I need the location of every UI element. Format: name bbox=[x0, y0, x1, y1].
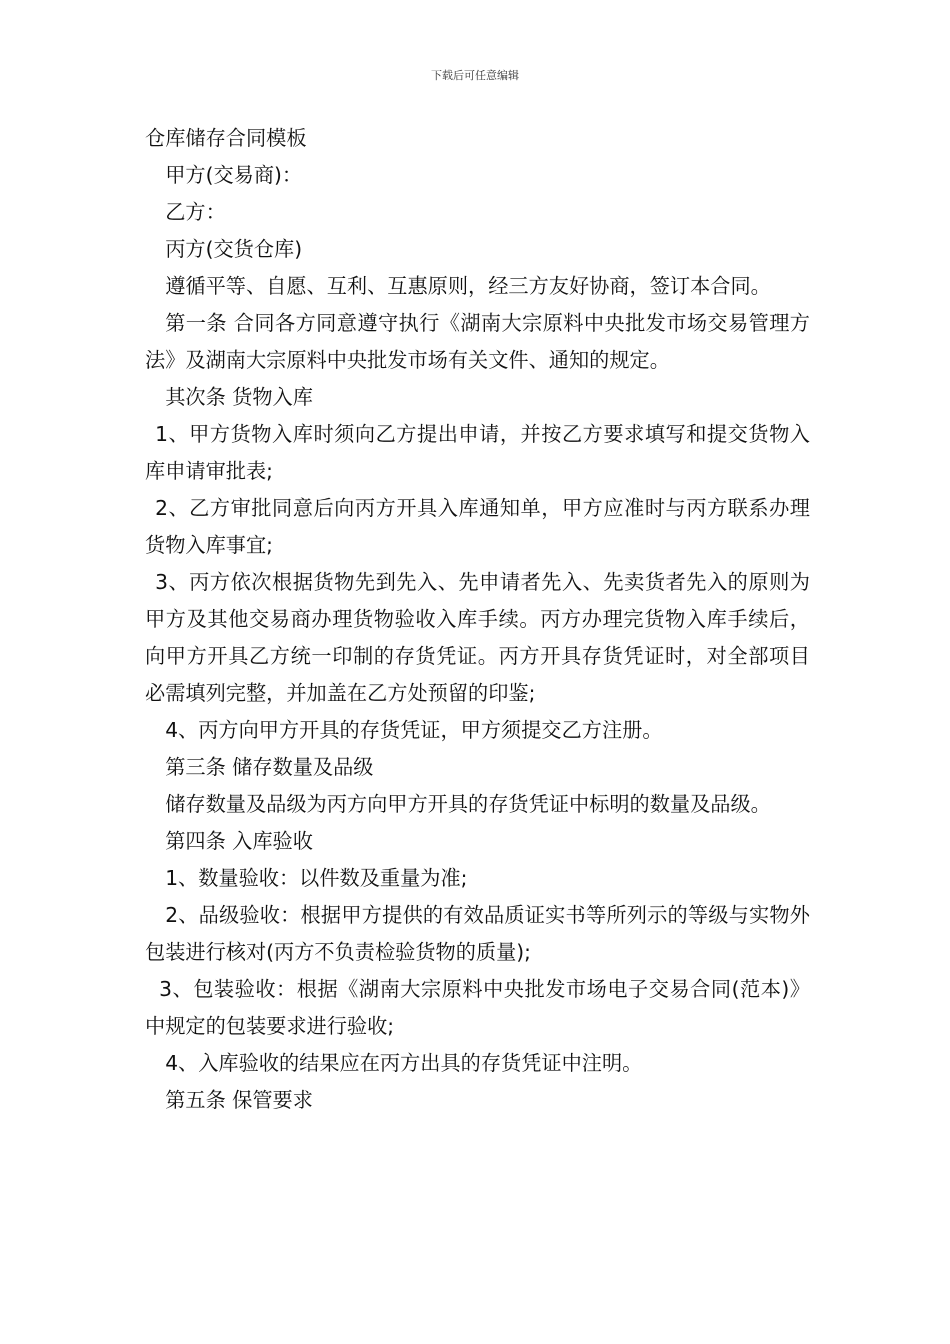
article-4-item-3: 3、包装验收：根据《湖南大宗原料中央批发市场电子交易合同(范本)》中规定的包装要求进行验收; bbox=[145, 977, 810, 1038]
document-title: 仓库储存合同模板 bbox=[145, 126, 307, 150]
article-1-paragraph: 第一条 合同各方同意遵守执行《湖南大宗原料中央批发市场交易管理方法》及湖南大宗原料中央批发市场有关文件、通知的规定。 bbox=[145, 311, 810, 372]
article-2-item-4: 4、丙方向甲方开具的存货凭证，甲方须提交乙方注册。 bbox=[165, 718, 663, 742]
party-a-line: 甲方(交易商)： bbox=[165, 163, 303, 187]
article-2-item-1: 1、甲方货物入库时须向乙方提出申请，并按乙方要求填写和提交货物入库申请审批表; bbox=[145, 422, 810, 483]
article-4-item-2: 2、品级验收：根据甲方提供的有效品质证实书等所列示的等级与实物外包装进行核对(丙方不负责检验货物的质量); bbox=[145, 903, 810, 964]
party-b-line: 乙方： bbox=[165, 200, 226, 224]
party-c-line: 丙方(交货仓库) bbox=[165, 237, 303, 261]
article-4-item-4: 4、入库验收的结果应在丙方出具的存货凭证中注明。 bbox=[165, 1051, 643, 1075]
page-header-note: 下载后可任意编辑 bbox=[431, 69, 519, 82]
article-3-paragraph: 储存数量及品级为丙方向甲方开具的存货凭证中标明的数量及品级。 bbox=[165, 792, 771, 816]
article-2-item-3: 3、丙方依次根据货物先到先入、先申请者先入、先卖货者先入的原则为甲方及其他交易商办理货物验收入库手续。丙方办理完货物入库手续后，向甲方开具乙方统一印制的存货凭证。丙方开具存货凭证时，对全部项目必需填列完整，并加盖在乙方处预留的印鉴; bbox=[145, 570, 810, 705]
article-4-heading: 第四条 入库验收 bbox=[165, 829, 313, 853]
document-body bbox=[145, 120, 810, 1119]
article-3-heading: 第三条 储存数量及品级 bbox=[165, 755, 374, 779]
article-4-item-1: 1、数量验收：以件数及重量为准; bbox=[165, 866, 468, 890]
preamble-paragraph: 遵循平等、自愿、互利、互惠原则，经三方友好协商，签订本合同。 bbox=[165, 274, 771, 298]
article-2-heading: 其次条 货物入库 bbox=[165, 385, 313, 409]
article-5-heading: 第五条 保管要求 bbox=[165, 1088, 313, 1112]
article-2-item-2: 2、乙方审批同意后向丙方开具入库通知单，甲方应准时与丙方联系办理货物入库事宜; bbox=[145, 496, 810, 557]
